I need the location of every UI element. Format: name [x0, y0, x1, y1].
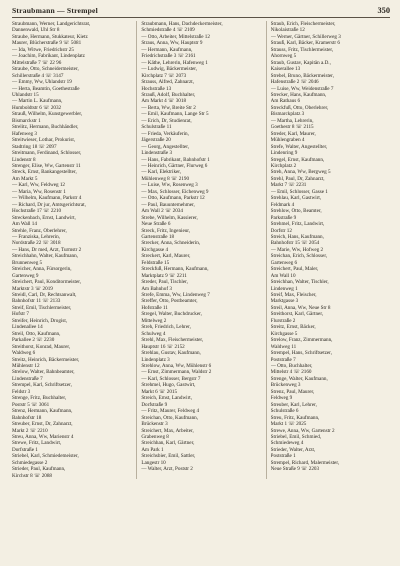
directory-entry-line: Stregel, Walter, Buchdrucker,	[141, 311, 202, 318]
directory-entry-line: Streif, Max, Fleischer,	[270, 292, 317, 299]
directory-entry-line: Strelitz, Hermann, Buchhändler,	[12, 124, 79, 131]
directory-entry-line: Lindenplatz 3	[141, 356, 170, 363]
directory-entry-line: Stregel, Ernst, Kaufmann,	[270, 156, 325, 163]
directory-entry-line: Strehmel, Hugo, Gastwirt,	[141, 382, 196, 389]
directory-entry-line: Streithorst, Karl, Gärtner,	[270, 311, 324, 318]
directory-entry-line: Strehl, Max, Fleischermeister,	[141, 337, 204, 344]
directory-entry-line: — Hans, Dr med, Arzt, Turmstr 2	[12, 246, 82, 253]
directory-entry-line: Strehlau, Gustav, Kaufmann,	[141, 350, 201, 357]
directory-entry-line: Lindenallee 14	[12, 324, 43, 331]
directory-entry-line: Strauss, Alfred, Zahnarzt,	[141, 79, 195, 86]
page-header	[12, 6, 390, 18]
directory-entry-line: — Otto, Kaufmann, Parkstr 12	[141, 195, 205, 202]
directory-entry-line: — Hans, Fabrikant, Bahnhofstr 1	[141, 156, 210, 163]
directory-entry-line: Streil, Otto, Kaufmann,	[12, 330, 61, 337]
directory-entry-line: Streckenbach, Ernst, Landwirt,	[12, 214, 76, 221]
directory-entry-line: Hochstraße 17 ☏ 2210	[12, 208, 62, 215]
directory-entry-line: Strempel, Karl, Schriftsetzer,	[12, 382, 72, 389]
directory-entry-line: — Paul, Bauunternehmer,	[141, 201, 195, 208]
directory-entry-line: — Hermann, Kaufmann,	[141, 46, 193, 53]
directory-columns	[12, 21, 390, 479]
directory-entry-line: Hafenweg 3	[12, 130, 37, 137]
directory-entry-line: Strebel, Bruno, Bäckermeister,	[270, 72, 334, 79]
directory-entry-line: Langestr 10	[141, 459, 166, 466]
directory-entry-line: — Karl, Ww, Feldweg 12	[12, 182, 65, 189]
directory-entry-line: Strieder, Paul, Kaufmann,	[12, 466, 66, 473]
directory-entry-line: Streuber, Karl, Lehrer,	[270, 401, 317, 408]
directory-entry-line: Strenz, Hermann, Kaufmann,	[12, 408, 73, 415]
directory-entry-line: Streichsbier, Emil, Sattler,	[141, 453, 196, 460]
directory-entry-line: Strauss, Fritz, Tischlermeister,	[270, 46, 334, 53]
directory-entry-line: — Otto, Buchhalter,	[270, 363, 313, 370]
directory-entry-line: Am Wall 10	[270, 272, 296, 279]
directory-entry-line: Feldweg 9	[270, 395, 293, 402]
directory-entry-line: Strehmel, Fritz, Landwirt,	[270, 221, 325, 228]
directory-entry-line: Streichhan, Karl, Gärtner,	[141, 440, 195, 447]
directory-entry-line: Schmiedeweg 4	[270, 440, 304, 447]
directory-entry-line: Streifer, Heinrich, Drogist,	[12, 317, 68, 324]
directory-entry-line: Flurstraße 2	[270, 317, 296, 324]
directory-entry-line: Strecker, Hans, Kaufmann,	[270, 91, 327, 98]
page-number: 350	[377, 6, 390, 15]
directory-entry-line: — Marie, Ww, Hofweg 2	[270, 246, 324, 253]
directory-entry-line: — Fritz, Maurer, Feldweg 4	[141, 408, 200, 415]
directory-entry-line: Kirchgasse 5	[270, 330, 298, 337]
directory-entry-line: Streh, Friedrich, Lehrer,	[141, 324, 191, 331]
directory-entry-line: Straubmann, Hans, Dachdeckermeister,	[141, 21, 223, 27]
directory-entry-line: Strelow, Walter, Bahnbeamter,	[12, 369, 75, 376]
directory-entry-line: Streicher, Anna, Fürsorgerin,	[12, 266, 72, 273]
directory-entry-line: Dannenwald, Uhl Str 8	[12, 27, 60, 34]
directory-entry-line: — Walter, Arzt, Poststr 2	[141, 466, 193, 473]
directory-entry-line: Streich, Hans, Kaufmann,	[270, 233, 324, 240]
directory-entry-line: Strenge, Fritz, Buchhalter,	[12, 395, 67, 402]
directory-entry-line: Straubmann, Werner, Landgerichtsrat,	[12, 21, 91, 27]
directory-entry-line: Neue Straße 9 ☏ 2203	[270, 466, 320, 473]
directory-entry-line: Ahornweg 5	[270, 53, 297, 60]
directory-entry-line: Schmiedegasse 2	[12, 459, 48, 466]
directory-entry-line: Strehlow, Otto, Beamter,	[270, 208, 322, 215]
directory-entry-line: Straube, Hermann, Stukkateur, Kietz	[12, 33, 88, 40]
directory-entry-line: — Georg, Angestellter,	[141, 143, 189, 150]
directory-entry-line: Humboldtstr 6 ☏ 2032	[12, 104, 62, 111]
directory-entry-line: — Emil, Schlosser, Gasse 1	[270, 188, 328, 195]
directory-entry-line: Marktstr 3 ☏ 2019	[12, 285, 53, 292]
directory-entry-line: Strauß, Karl, Bäcker, Kramerstr 6	[270, 40, 340, 47]
directory-entry-line: Marktplatz 9 ☏ 2211	[141, 272, 187, 279]
directory-entry-line: Mühlengraben 4	[270, 137, 305, 144]
directory-entry-line: Poststr 5 ☏ 3061	[12, 401, 50, 408]
directory-entry-line: Markt 6 ☏ 2015	[141, 388, 178, 395]
directory-entry-line: Streitz, Heinrich, Bäckermeister,	[12, 356, 80, 363]
directory-entry-line: Feldstr 3	[12, 388, 31, 395]
directory-entry-line: Streckert, Karl, Maurer,	[141, 253, 191, 260]
directory-entry-line: Streidl, Carl, Dr, Rechtsanwalt,	[12, 292, 77, 299]
directory-entry-line: Lindenstraße 3	[141, 150, 173, 157]
directory-entry-line: Streh, Anna, Ww, Bergweg 5	[270, 169, 331, 176]
directory-entry-line: Waldweg 6	[12, 350, 36, 357]
directory-entry-line: Streichert, Max, Arbeiter,	[141, 427, 194, 434]
directory-entry-line: Lindenstraße 7	[12, 375, 43, 382]
directory-entry-line: Hafenstraße 2 ☏ 2046	[270, 79, 319, 86]
directory-entry-line: Strefe, Walter, Angestellter,	[270, 143, 328, 150]
directory-entry-line: Kirchgasse 4	[141, 246, 169, 253]
directory-entry-line: Dorfstraße 9	[141, 401, 168, 408]
directory-entry-line: Lindenring 9	[270, 150, 298, 157]
directory-entry-line: — Ludwig, Bäckermeister,	[141, 66, 198, 73]
directory-entry-line: — Heinrich, Gärtner, Flurweg 6	[141, 162, 208, 169]
directory-entry-line: Gartenstraße 18	[141, 233, 175, 240]
directory-entry-line: Strauß, Adolf, Buchhalter,	[141, 91, 196, 98]
directory-entry-line: Streck, Ernst, Bankangestellter,	[12, 169, 77, 176]
directory-entry-line: — Ernst, Zimmermann, Waldstr 2	[141, 369, 212, 376]
directory-entry-line: Am Wall 2 ☏ 2034	[141, 208, 183, 215]
directory-entry-line: Straus, Anna, Ww, Hauptstr 9	[141, 40, 203, 47]
directory-entry-line: Jägerstraße 20	[141, 137, 171, 144]
directory-entry-line: — Werner, Gärtner, Schillerweg 3	[270, 33, 341, 40]
directory-entry-line: Striebel, Karl, Schmiedemeister,	[12, 453, 79, 460]
directory-entry-line: Streichan, Erich, Schlosser,	[270, 253, 328, 260]
directory-entry-line: Strebe, Wilhelm, Kassierer,	[141, 214, 198, 221]
directory-entry-line: Maurer, Blücherstraße 9 ☏ 5081	[12, 40, 82, 47]
directory-entry-line: Markt 7 ☏ 2231	[270, 182, 307, 189]
directory-entry-line: Neue Straße 6	[141, 221, 171, 228]
directory-entry-line: Mittelstraße 7 ☏ 22 96	[12, 59, 62, 66]
directory-entry-line: Markt 1 ☏ 2025	[270, 421, 307, 428]
directory-entry-line: Brunnenweg 5	[12, 259, 43, 266]
directory-column-1	[12, 21, 131, 479]
directory-entry-line: Am Markt 4 ☏ 3018	[141, 98, 187, 105]
directory-entry-line: Streitmann, Ferdinand, Schlosser,	[12, 150, 82, 157]
directory-entry-line: Strenger, Elise, Ww, Gartenstr 11	[12, 162, 81, 169]
directory-entry-line: Streder, Karl, Maurer,	[270, 130, 316, 137]
directory-entry-line: Kirchplatz 7 ☏ 2073	[141, 72, 187, 79]
directory-entry-line: Strehlau, Karl, Gastwirt,	[270, 195, 322, 202]
directory-entry-line: Streichhahn, Walter, Kaufmann,	[12, 253, 78, 260]
directory-entry-line: — Frieda, Verkäuferin,	[141, 130, 189, 137]
directory-entry-line: — Karl, Schlosser, Bergstr 7	[141, 375, 201, 382]
directory-entry-line: Streitwieser, Lothar, Prokurist,	[12, 137, 76, 144]
directory-entry-line: Marktgasse 3	[270, 298, 299, 305]
directory-entry-line: Waldweg 11	[270, 343, 297, 350]
directory-entry-line: Mittelstr 4 ☏ 2160	[270, 369, 312, 376]
directory-entry-line: — Berta, Ww, Breite Str 2	[141, 104, 196, 111]
directory-entry-line: Schulstraße 6	[270, 408, 299, 415]
directory-entry-line: Feldmark 4	[270, 201, 295, 208]
directory-column-2	[136, 21, 260, 479]
directory-entry-line: Goethestr 8 ☏ 2115	[270, 124, 314, 131]
directory-entry-line: — Martin L. Kaufmann,	[12, 98, 63, 105]
directory-entry-line: Stadtring 18 ☏ 2097	[12, 143, 57, 150]
directory-entry-line: Streichert, Paul, Konditormeister,	[12, 279, 82, 286]
directory-entry-line: Streu, Anna, Ww, Marienstr 4	[12, 434, 74, 440]
directory-entry-line: Schulweg 4	[141, 330, 166, 337]
directory-entry-line: — Karl, Elektriker,	[141, 169, 182, 176]
directory-entry-line: Streichhan, Walter, Tischler,	[270, 279, 329, 286]
directory-entry-line: Streuber, Ernst, Dr, Zahnarzt,	[12, 421, 73, 428]
directory-entry-line: Brückenstr 3	[141, 421, 168, 428]
directory-entry-line: — Wilhelm, Kaufmann, Parkstr 4	[12, 195, 82, 202]
directory-entry-line: Bismarckstr 1	[12, 117, 41, 124]
directory-entry-line: Gartenweg 9	[12, 272, 39, 279]
directory-entry-line: Mittelweg 2	[141, 317, 167, 324]
directory-entry-line: Friedrichstraße 3 ☏ 2161	[141, 53, 196, 60]
directory-entry-line: — Luise, Ww, Rosenweg 3	[141, 182, 198, 189]
directory-entry-line: Strehle, Franz, Oberlehrer,	[12, 227, 67, 234]
directory-entry-line: Streichert, Paul, Maler,	[270, 266, 319, 273]
directory-entry-line: Parkallee 2 ☏ 2230	[12, 337, 55, 344]
directory-entry-line: Am Wall 14	[12, 221, 37, 228]
directory-entry-line: Strehlow, Anna, Ww, Mühlenstr 6	[141, 363, 212, 370]
directory-entry-line: Strewe, Fritz, Landwirt,	[12, 440, 62, 447]
directory-entry-line: Nikolaistraße 12	[270, 27, 305, 34]
directory-entry-line: Kaiserallee 13	[270, 66, 301, 73]
directory-entry-line: — Martha, Lehrerin,	[270, 117, 314, 124]
directory-entry-line: Streithorst, Konrad, Maurer,	[12, 343, 71, 350]
directory-entry-line: Strenge, Walter, Kaufmann,	[270, 375, 328, 382]
directory-entry-line: Mühlenstr 12	[12, 363, 40, 370]
page-header-title: Straubmann — Strempel	[12, 6, 98, 15]
directory-entry-line: Streffer, Otto, Postbeamter,	[141, 298, 198, 305]
directory-entry-line: Bismarckplatz 3	[270, 111, 305, 118]
directory-entry-line: Parkstraße 9	[270, 214, 297, 221]
directory-entry-line: Striebel, Emil, Schmied,	[270, 434, 322, 440]
directory-entry-line: Kirchplatz 2	[270, 162, 297, 169]
directory-entry-line: Schulstraße 11	[141, 124, 172, 131]
directory-entry-line: Hauptstr 16 ☏ 2152	[141, 343, 185, 350]
directory-entry-line: — Emmy, Ww, Uhlandstr 19	[12, 79, 72, 86]
directory-entry-line: Poststraße 1	[270, 453, 296, 460]
directory-entry-line: Strauß, Wilhelm, Kunstgewerbler,	[12, 111, 83, 118]
directory-entry-line: — Emil, Kaufmann, Lange Str 5	[141, 111, 209, 118]
directory-entry-line: Am Rathaus 6	[270, 98, 301, 105]
directory-entry-line: Hochstraße 13	[141, 85, 172, 92]
directory-entry-line: — Maria, Ww, Rosenstr 1	[12, 188, 66, 195]
directory-entry-line: Schillerstraße 4 ☏ 3147	[12, 72, 64, 79]
directory-entry-line: — Luise, Ww, Weidenstraße 7	[270, 85, 334, 92]
directory-entry-line: Schmiedstraße 4 ☏ 2109	[141, 27, 195, 34]
directory-entry-line: Streif, Emil, Tischlermeister,	[12, 304, 72, 311]
directory-entry-line: — Herta, Beamtin, Goethestraße	[12, 85, 80, 92]
directory-entry-line: Strenz, Paul, Maurer,	[270, 388, 315, 395]
directory-entry-line: Feldstraße 15	[141, 259, 170, 266]
directory-entry-line: — Otto, Arbeiter, Mittelstraße 12	[141, 33, 210, 40]
directory-entry-line: Dorfstr 12	[270, 227, 292, 234]
directory-entry-line: — Richard, Dr jur, Amtsgerichtsrat,	[12, 201, 86, 208]
directory-entry-line: Streil, Anna, Ww, Neue Str 8	[270, 304, 331, 311]
directory-entry-line: Nordstraße 22 ☏ 3018	[12, 240, 61, 247]
directory-entry-line: Gartenweg 6	[270, 259, 298, 266]
directory-entry-line: Streich, Ernst, Landwirt,	[141, 395, 193, 402]
directory-entry-line: — Franziska, Lehrerin,	[12, 233, 60, 240]
directory-entry-line: Strelow, Franz, Zimmermann,	[270, 337, 333, 344]
directory-entry-line: Straub, Erich, Fleischermeister,	[270, 21, 336, 27]
directory-entry-line: Uhlandstr 15	[12, 91, 39, 98]
directory-entry-line: Lindenstr 8	[12, 156, 36, 163]
directory-entry-line: Straub, Gustav, Kapitän a.D.,	[270, 59, 331, 66]
directory-entry-line: Streck, Fritz, Ingenieur,	[141, 227, 191, 234]
directory-entry-line: Am Bahnhof 3	[141, 285, 172, 292]
directory-entry-line: Grabenweg 8	[141, 434, 169, 440]
directory-entry-line: Streitz, Ernst, Bäcker,	[270, 324, 316, 331]
directory-entry-line: Strewe, Anna, Ww, Gartenstr 2	[270, 427, 335, 434]
directory-entry-line: Strempel, Richard, Malermeister,	[270, 459, 340, 466]
directory-entry-line: Am Park 1	[141, 446, 164, 453]
directory-entry-line: Bahnhofstr 15 ☏ 2054	[270, 240, 320, 247]
directory-entry-line: Streder, Paul, Tischler,	[141, 279, 188, 286]
directory-entry-line: Mühlenweg 8 ☏ 2190	[141, 175, 190, 182]
directory-entry-line: — Max, Schlosser, Eichenweg 9	[141, 188, 209, 195]
directory-entry-line: Dorfstraße 1	[12, 446, 38, 453]
directory-entry-line: Hofstraße 11	[141, 304, 168, 311]
directory-entry-line: — Joachim, Fabrikant, Lindenplatz	[12, 53, 85, 60]
directory-entry-line: Streckfuß, Hermann, Kaufmann,	[141, 266, 209, 273]
directory-entry-line: — Erich, Dr, Studienrat,	[141, 117, 192, 124]
directory-entry-line: Brückenweg 3	[270, 382, 301, 389]
directory-entry-line: Markt 2 ☏ 2210	[12, 427, 48, 434]
directory-entry-line: Strieder, Walter, Arzt,	[270, 446, 316, 453]
directory-entry-line: Lindenweg 1	[270, 285, 298, 292]
directory-entry-line: Poststraße 7	[270, 356, 296, 363]
directory-entry-line: Strehl, Paul, Dr, Zahnarzt,	[270, 175, 325, 182]
directory-entry-line: Bahnhofstr 11 ☏ 2133	[12, 298, 61, 305]
directory-entry-line: Streckfuß, Otto, Oberlehrer,	[270, 104, 329, 111]
directory-column-3	[266, 21, 390, 479]
directory-entry-line: Streu, Fritz, Kaufmann,	[270, 414, 320, 421]
directory-entry-line: Bahnhofstr 18	[12, 414, 42, 421]
directory-entry-line: — Ida, Witwe, Friedrichstr 25	[12, 46, 74, 53]
directory-entry-line: Hofstr 7	[12, 311, 29, 318]
directory-entry-line: — Käthe, Lehrerin, Hafenweg 1	[141, 59, 208, 66]
directory-entry-line: Strecker, Anna, Schneiderin,	[141, 240, 201, 247]
directory-entry-line: Straube, Otto, Schneidermeister,	[12, 66, 79, 73]
directory-entry-line: Am Markt 5	[12, 175, 38, 182]
directory-entry-line: Strefe, Emma, Ww, Lindenweg 7	[141, 292, 210, 299]
directory-entry-line: Strempel, Hans, Schriftsetzer,	[270, 350, 332, 357]
directory-entry-line: Kirchstr 8 ☏ 2088	[12, 472, 52, 479]
directory-entry-line: Streichan, Otto, Kaufmann,	[141, 414, 199, 421]
